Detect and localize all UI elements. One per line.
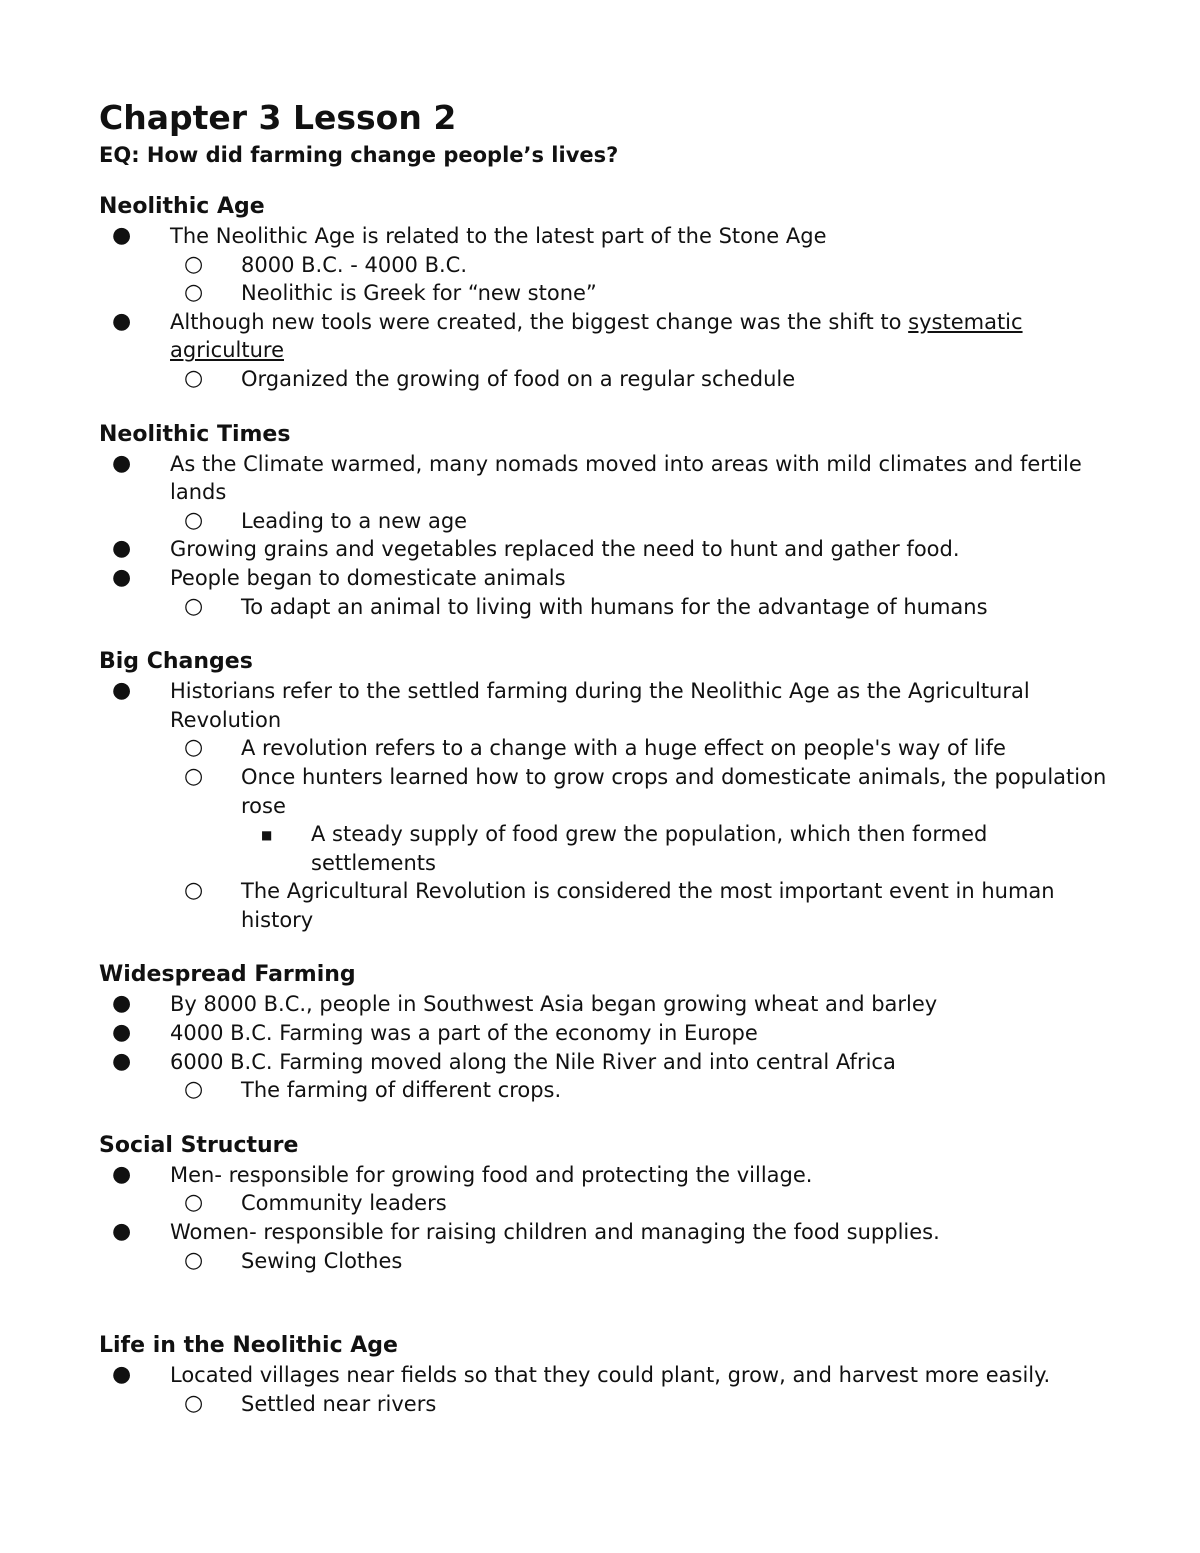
list-item [184, 279, 1109, 308]
section-heading: Social Structure [99, 1132, 299, 1158]
list-item [184, 877, 1109, 934]
filled-bullet-icon: ● [112, 308, 132, 334]
hollow-bullet-icon: ○ [184, 735, 204, 761]
section-social-structure [99, 1131, 1109, 1275]
bullet-list [99, 450, 1109, 622]
filled-bullet-icon: ● [112, 564, 132, 590]
list-item-text: A revolution refers to a change with a huge effect on people's way of life [241, 736, 1006, 761]
list-item-text: As the Climate warmed, many nomads moved into areas with mild climates and fertile lands [170, 451, 1082, 505]
section-big-changes [99, 647, 1109, 934]
filled-bullet-icon: ● [112, 1020, 132, 1046]
list-item [184, 251, 1109, 280]
hollow-bullet-icon: ○ [184, 1190, 204, 1216]
list-item-text: Men- responsible for growing food and protecting the village. [170, 1162, 813, 1187]
page-title: Chapter 3 Lesson 2 [99, 98, 457, 137]
filled-bullet-icon: ● [112, 1219, 132, 1245]
list-item [112, 1019, 1109, 1048]
list-item [112, 1048, 1109, 1077]
hollow-bullet-icon: ○ [184, 507, 204, 533]
list-item [184, 1247, 1109, 1276]
list-item [184, 1076, 1109, 1105]
list-item-text: Neolithic is Greek for “new stone” [241, 281, 597, 306]
list-item [112, 535, 1109, 564]
list-item [261, 820, 1109, 877]
bullet-list [99, 1161, 1109, 1275]
list-item-text: The farming of different crops. [241, 1078, 562, 1103]
essential-question: EQ: How did farming change people’s lives? [99, 143, 619, 167]
bullet-list [99, 990, 1109, 1104]
list-item-text: Growing grains and vegetables replaced the need to hunt and gather food. [170, 537, 960, 562]
hollow-bullet-icon: ○ [184, 365, 204, 391]
list-item-text: Women- responsible for raising children and managing the food supplies. [170, 1220, 940, 1245]
filled-bullet-icon: ● [112, 991, 132, 1017]
section-neolithic-age [99, 192, 1109, 394]
list-item-text: Sewing Clothes [241, 1248, 403, 1273]
list-item [112, 1161, 1109, 1190]
hollow-bullet-icon: ○ [184, 878, 204, 904]
list-item [112, 564, 1109, 593]
vocabulary-term: systematic agriculture [170, 309, 1023, 363]
section-widespread-farming [99, 960, 1109, 1104]
list-item-text: Leading to a new age [241, 508, 468, 533]
list-item-text: People began to domesticate animals [170, 565, 566, 590]
list-item-text: 6000 B.C. Farming moved along the Nile River and into central Africa [170, 1049, 896, 1074]
list-item-text: Community leaders [241, 1191, 447, 1216]
list-item-text: By 8000 B.C., people in Southwest Asia began growing wheat and barley [170, 992, 938, 1017]
filled-bullet-icon: ● [112, 450, 132, 476]
list-item-text: To adapt an animal to living with humans for the advantage of humans [241, 594, 988, 619]
list-item [184, 365, 1109, 394]
list-item-text: 4000 B.C. Farming was a part of the economy in Europe [170, 1021, 758, 1046]
list-item [112, 1218, 1109, 1247]
bullet-list [99, 677, 1109, 934]
filled-bullet-icon: ● [112, 678, 132, 704]
list-item [112, 222, 1109, 251]
section-life-neolithic-age [99, 1331, 1109, 1418]
list-item-text: 8000 B.C. - 4000 B.C. [241, 252, 468, 277]
hollow-bullet-icon: ○ [184, 251, 204, 277]
section-heading: Big Changes [99, 649, 253, 675]
list-item [112, 677, 1109, 734]
list-item-text: Located villages near fields so that they could plant, grow, and harvest more easily. [170, 1363, 1051, 1388]
list-item-text: The Neolithic Age is related to the latest part of the Stone Age [170, 224, 827, 248]
list-item-text: Settled near rivers [241, 1391, 437, 1416]
bullet-list [99, 1361, 1109, 1418]
section-heading: Widespread Farming [99, 962, 356, 988]
list-item [184, 507, 1109, 536]
list-item [184, 763, 1109, 820]
list-item [184, 593, 1109, 622]
list-item-text: Organized the growing of food on a regular schedule [241, 366, 796, 391]
hollow-bullet-icon: ○ [184, 593, 204, 619]
list-item [112, 308, 1109, 365]
section-heading: Life in the Neolithic Age [99, 1333, 398, 1359]
list-item-text: Historians refer to the settled farming during the Neolithic Age as the Agricultural Revolution [170, 679, 1030, 732]
list-item-text: Once hunters learned how to grow crops and domesticate animals, the population rose [241, 764, 1107, 818]
square-bullet-icon: ■ [261, 828, 273, 843]
list-item [112, 1361, 1109, 1390]
bullet-list [99, 222, 1109, 394]
hollow-bullet-icon: ○ [184, 1077, 204, 1103]
filled-bullet-icon: ● [112, 536, 132, 562]
section-neolithic-times [99, 420, 1109, 622]
list-item [112, 990, 1109, 1019]
list-item [184, 734, 1109, 763]
filled-bullet-icon: ● [112, 1362, 132, 1388]
hollow-bullet-icon: ○ [184, 1247, 204, 1273]
hollow-bullet-icon: ○ [184, 763, 204, 789]
filled-bullet-icon: ● [112, 1161, 132, 1187]
document-page [99, 96, 1109, 1418]
filled-bullet-icon: ● [112, 223, 132, 248]
filled-bullet-icon: ● [112, 1048, 132, 1074]
list-item [112, 450, 1109, 507]
list-item-text: A steady supply of food grew the population, which then formed settlements [311, 822, 988, 875]
list-item-text: The Agricultural Revolution is considered the most important event in human history [241, 879, 1055, 932]
list-item [184, 1390, 1109, 1419]
section-heading: Neolithic Age [99, 194, 265, 219]
hollow-bullet-icon: ○ [184, 1390, 204, 1416]
list-item [184, 1189, 1109, 1218]
section-heading: Neolithic Times [99, 421, 291, 447]
list-item-text: Although new tools were created, the biggest change was the shift to [170, 309, 909, 334]
hollow-bullet-icon: ○ [184, 280, 204, 306]
